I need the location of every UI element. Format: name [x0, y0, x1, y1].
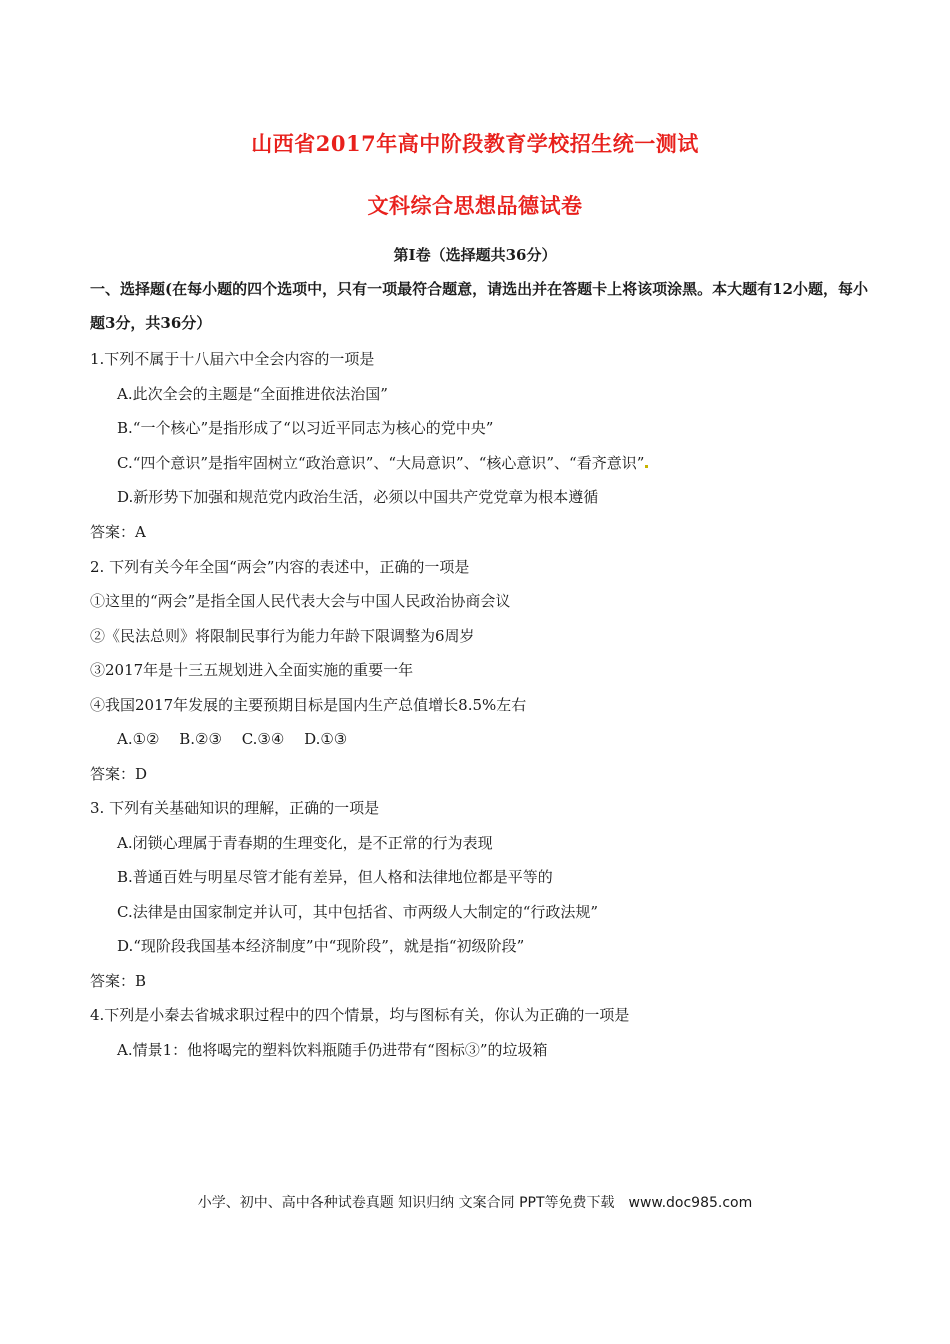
exam-title: 山西省2017年高中阶段教育学校招生统一测试: [251, 131, 699, 156]
question-1-option-a: A.此次全会的主题是“全面推进依法治国”: [117, 385, 388, 403]
question-2-statement-1: ①这里的“两会”是指全国人民代表大会与中国人民政治协商会议: [90, 592, 511, 610]
question-3-answer: 答案：B: [90, 972, 147, 990]
exam-subtitle: 文科综合思想品德试卷: [367, 193, 583, 218]
question-2-stem: 2. 下列有关今年全国“两会”内容的表述中，正确的一项是: [90, 558, 470, 576]
section-instruction: 一、选择题(在每小题的四个选项中，只有一项最符合题意，请选出并在答题卡上将该项涂黑。本大题有12小题，每小题3分，共36分）: [90, 280, 868, 332]
question-2-statement-3: ③2017年是十三五规划进入全面实施的重要一年: [90, 661, 414, 679]
mark-dot-icon: [645, 465, 648, 468]
section-heading: 第Ⅰ卷（选择题共36分）: [393, 246, 557, 264]
question-4-stem: 4.下列是小秦去省城求职过程中的四个情景，均与图标有关，你认为正确的一项是: [90, 1006, 630, 1024]
question-2-statement-2: ②《民法总则》将限制民事行为能力年龄下限调整为6周岁: [90, 627, 475, 645]
question-3-option-c: C.法律是由国家制定并认可，其中包括省、市两级人大制定的“行政法规”: [117, 903, 599, 921]
question-4-option-a: A.情景1：他将喝完的塑料饮料瓶随手仍进带有“图标③”的垃圾箱: [117, 1041, 548, 1059]
question-1-stem: 1.下列不属于十八届六中全会内容的一项是: [90, 350, 375, 368]
question-1-option-c: [117, 452, 648, 473]
question-1-answer: 答案：A: [90, 523, 146, 541]
question-1-option-b: B.“一个核心”是指形成了“以习近平同志为核心的党中央”: [117, 419, 494, 437]
question-2-answer: 答案：D: [90, 765, 148, 783]
question-2-options: A.①② B.②③ C.③④ D.①③: [117, 730, 348, 748]
question-3-option-a: A.闭锁心理属于青春期的生理变化，是不正常的行为表现: [117, 834, 493, 852]
question-1-option-d: D.新形势下加强和规范党内政治生活，必须以中国共产党党章为根本遵循: [117, 488, 599, 506]
question-1-option-c-text: C.“四个意识”是指牢固树立“政治意识”、“大局意识”、“核心意识”、“看齐意识”: [117, 454, 645, 472]
question-3-option-d: D.“现阶段我国基本经济制度”中“现阶段”，就是指“初级阶段”: [117, 937, 525, 955]
question-2-statement-4: ④我国2017年发展的主要预期目标是国内生产总值增长8.5%左右: [90, 696, 527, 714]
question-3-stem: 3. 下列有关基础知识的理解，正确的一项是: [90, 799, 380, 817]
page-footer: 小学、初中、高中各种试卷真题 知识归纳 文案合同 PPT等免费下载 www.doc985.com: [197, 1195, 753, 1211]
question-3-option-b: B.普通百姓与明星尽管才能有差异，但人格和法律地位都是平等的: [117, 868, 553, 886]
